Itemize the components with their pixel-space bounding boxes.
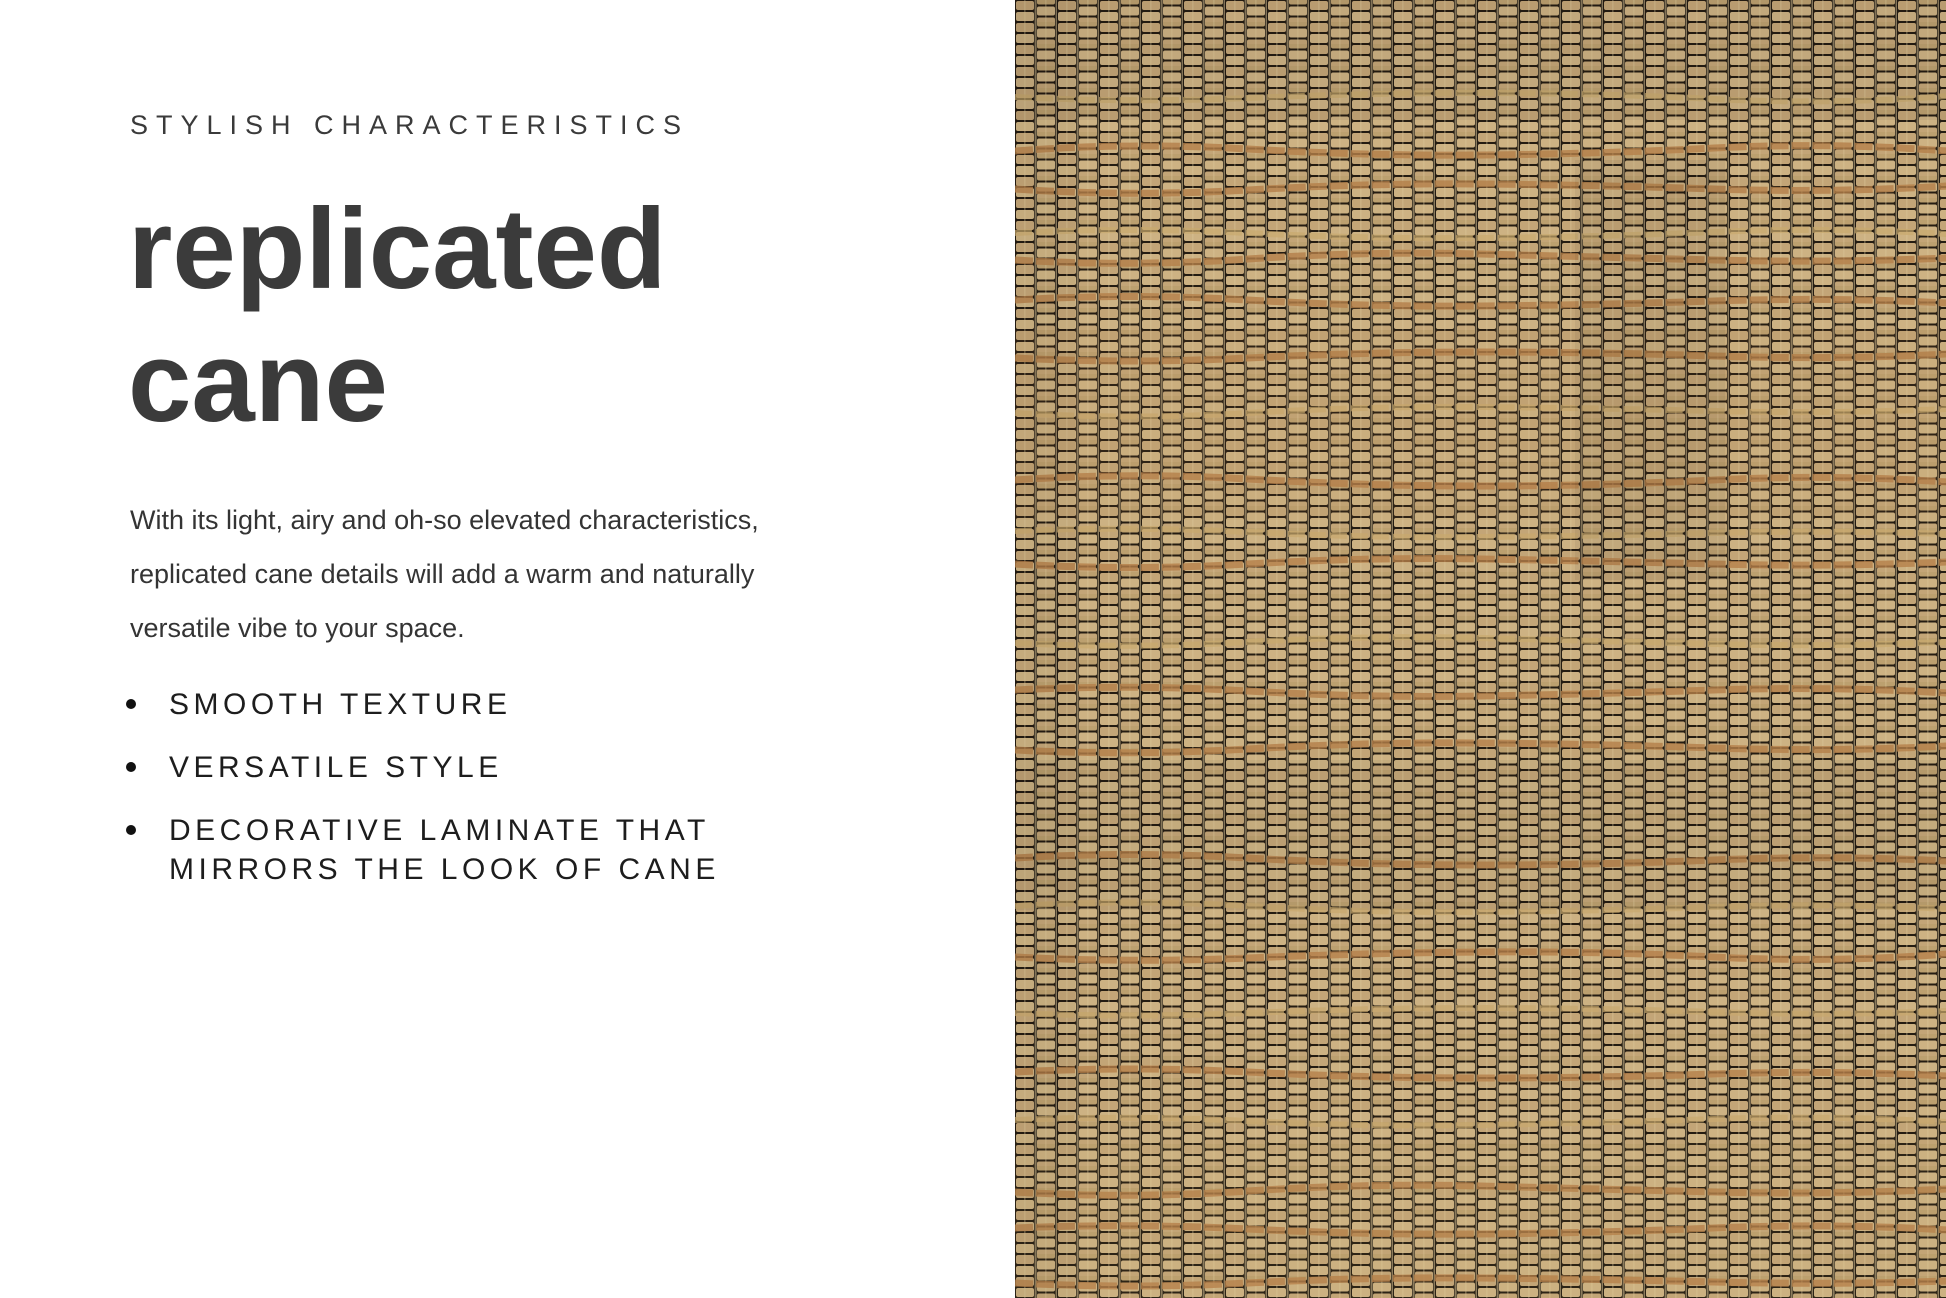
title-line: cane bbox=[128, 319, 388, 446]
description-line: replicated cane details will add a warm and naturally bbox=[130, 559, 755, 589]
cane-texture-image bbox=[1015, 0, 1946, 1298]
tone-band bbox=[1015, 0, 1075, 1298]
tone-patch bbox=[1575, 160, 1725, 580]
list-item bbox=[126, 748, 720, 787]
list-item bbox=[126, 811, 720, 889]
description-paragraph bbox=[130, 493, 759, 655]
list-item-text: SMOOTH TEXTURE bbox=[169, 688, 512, 721]
tone-band bbox=[1015, 0, 1946, 120]
tone-band bbox=[1015, 1140, 1946, 1298]
bullet-icon bbox=[126, 762, 136, 772]
title-line: replicated bbox=[128, 186, 667, 313]
tone-band bbox=[1015, 760, 1946, 910]
list-item-text: MIRRORS THE LOOK OF CANE bbox=[169, 853, 720, 886]
page-title bbox=[128, 183, 667, 449]
list-item-text: DECORATIVE LAMINATE THAT bbox=[169, 814, 710, 847]
description-line: With its light, airy and oh-so elevated characteristics, bbox=[130, 505, 759, 535]
eyebrow-heading: STYLISH CHARACTERISTICS bbox=[130, 110, 690, 140]
cane-texture-svg bbox=[1015, 0, 1946, 1298]
description-line: versatile vibe to your space. bbox=[130, 613, 465, 643]
list-item-text: VERSATILE STYLE bbox=[169, 751, 503, 784]
feature-list bbox=[126, 685, 720, 913]
bullet-icon bbox=[126, 825, 136, 835]
tone-band bbox=[1015, 330, 1946, 520]
bullet-icon bbox=[126, 699, 136, 709]
list-item bbox=[126, 685, 720, 724]
